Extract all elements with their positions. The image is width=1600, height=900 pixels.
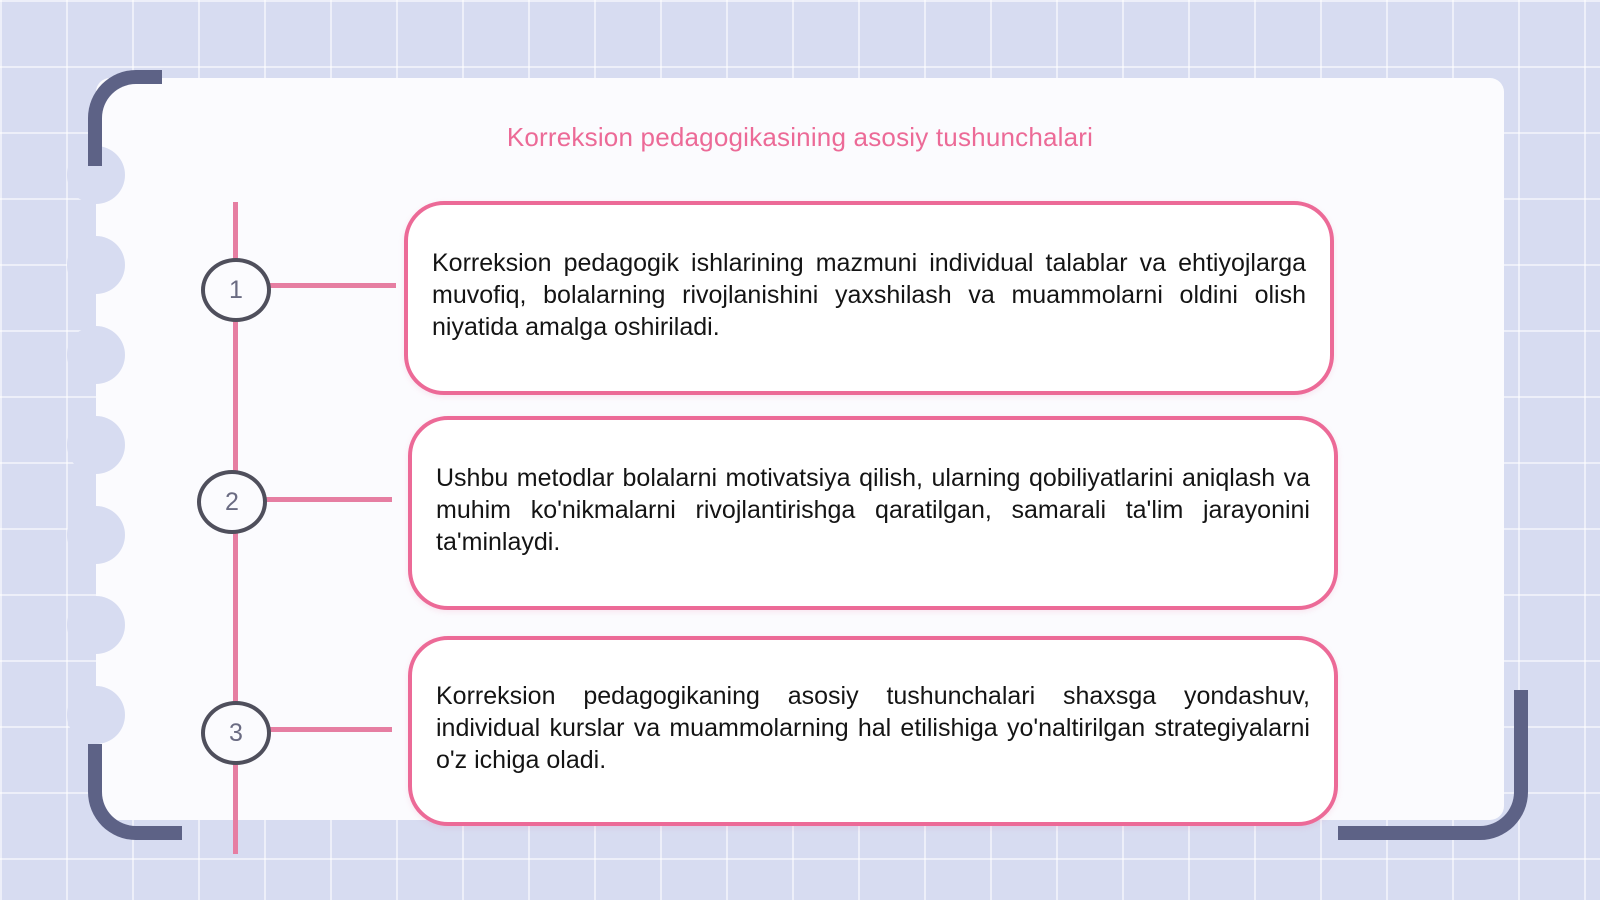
concept-text: Korreksion pedagogik ishlarining mazmuni individual talablar va ehtiyojlarga muvofiq, bolalarning rivojlanishini yaxshilash va muammolarni oldini olish niyatida amalga oshiriladi. [432, 249, 1306, 341]
timeline-connector [266, 283, 396, 288]
step-number-1 [201, 258, 271, 322]
timeline-connector [266, 727, 392, 732]
step-number-label: 2 [225, 487, 239, 516]
step-number-3 [201, 701, 271, 765]
paper-notch [67, 236, 125, 294]
concept-card-2 [408, 416, 1338, 610]
step-number-label: 3 [229, 718, 243, 747]
paper-notch [67, 326, 125, 384]
concept-card-1 [404, 201, 1334, 395]
frame-corner-bottom-right [1338, 690, 1528, 840]
slide-title: Korreksion pedagogikasining asosiy tushunchalari [506, 122, 1094, 152]
step-number-2 [197, 470, 267, 534]
paper-notch [67, 506, 125, 564]
timeline-connector [262, 497, 392, 502]
frame-corner-bottom-left [88, 744, 182, 840]
paper-notch [67, 596, 125, 654]
paper-notch [67, 416, 125, 474]
step-number-label: 1 [229, 275, 243, 304]
concept-text: Ushbu metodlar bolalarni motivatsiya qilish, ularning qobiliyatlarini aniqlash va muhim ko'nikmalarni rivojlantirishga qaratilgan, samarali ta'lim jarayonini ta'minlaydi. [436, 464, 1310, 556]
concept-card-3 [408, 636, 1338, 826]
paper-notch [67, 686, 125, 744]
concept-text: Korreksion pedagogikaning asosiy tushunchalari shaxsga yondashuv, individual kurslar va muammolarning hal etilishiga yo'naltirilgan strategiyalarni o'z ichiga oladi. [436, 682, 1310, 774]
